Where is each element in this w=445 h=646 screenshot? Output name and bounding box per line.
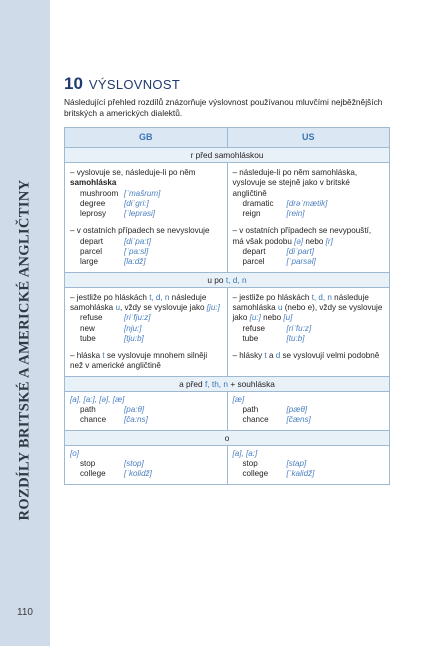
letter-highlight: t [102, 351, 105, 361]
example-word: stop [242, 458, 258, 468]
example-word: path [242, 405, 259, 415]
example-word: tube [80, 333, 96, 343]
letter-highlight: t [264, 351, 267, 361]
example-ipa: [diˈpart] [286, 247, 314, 257]
table-row [65, 163, 389, 273]
note-text: – jestliže po hláskách [70, 292, 150, 302]
note-text: následuje samohláska [232, 292, 369, 312]
example-ipa: [tju:b] [124, 333, 144, 343]
cell-gb [65, 392, 227, 430]
example-word: depart [242, 247, 266, 257]
example-word: chance [242, 415, 269, 425]
intro-paragraph: Následující přehled rozdílů znázorňuje výslovnost používanou mluvčími nejběžnějších britských a amerických dialektů. [64, 97, 383, 118]
band-highlight: t, d, n [225, 274, 247, 285]
note-text: – vyslovuje se, následuje-li po něm [70, 168, 196, 177]
example-word: parcel [80, 247, 103, 257]
cell-us [227, 392, 390, 430]
cell-us [227, 163, 390, 272]
note-text: – jestliže po hláskách [232, 292, 312, 302]
ipa-symbol: [a], [a:], [ə], [æ] [70, 394, 125, 404]
example-word: depart [80, 236, 103, 246]
letter-highlight: u [277, 302, 283, 312]
section-heading [64, 74, 180, 94]
section-band-o: o [65, 431, 389, 446]
note-text: následuje samohláska [70, 292, 207, 312]
note-text: – hlásky [232, 351, 265, 361]
note-text: – v ostatních případech se nevyslovuje [70, 226, 210, 236]
section-title: VÝSLOVNOST [88, 77, 181, 92]
band-text: a před [179, 378, 205, 389]
example-ipa: [pa:θ] [124, 405, 145, 415]
example-word: college [242, 469, 269, 479]
example-ipa: [ča:ns] [124, 415, 148, 425]
example-ipa: [diˈpa:t] [124, 236, 151, 246]
cell-gb [65, 446, 227, 484]
example-word: large [80, 257, 98, 267]
example-ipa: [ˈkolidž] [124, 469, 152, 479]
note-text: se vyslovují velmi podobně [280, 351, 380, 361]
note-text: nebo [260, 313, 284, 323]
example-word: stop [80, 458, 96, 468]
example-word: tube [242, 333, 259, 343]
example-ipa: [ˈpa:sl] [124, 247, 149, 257]
example-word: refuse [80, 313, 103, 323]
ipa-symbol: [u] [283, 313, 293, 323]
section-number: 10 [64, 74, 83, 93]
example-word: new [80, 323, 95, 333]
example-word: leprosy [80, 209, 107, 219]
example-ipa: [la:dž] [124, 257, 146, 267]
note-text: se vyslovuje mnohem silněji než v americké angličtině [70, 351, 208, 371]
section-band-r: r před samohláskou [65, 148, 389, 163]
example-ipa: [ˈleprəsi] [124, 209, 156, 219]
example-word: degree [80, 198, 106, 208]
ipa-symbol: [u:] [249, 313, 261, 323]
note-text: – hláska [70, 351, 103, 361]
example-word: dramatic [242, 198, 274, 208]
table-row [65, 392, 389, 431]
note-text: nebo [303, 236, 326, 246]
example-ipa: [čæns] [286, 415, 311, 425]
pronunciation-table [64, 127, 390, 485]
example-ipa: [nju:] [124, 323, 142, 333]
letter-highlight: t, d, n [311, 292, 332, 302]
example-ipa: [ˈmašrum] [124, 188, 161, 198]
example-ipa: [pæθ] [286, 405, 308, 415]
table-row [65, 288, 389, 377]
example-word: chance [80, 415, 107, 425]
example-ipa: [stap] [286, 458, 307, 468]
section-band-u [65, 273, 389, 288]
example-word: refuse [242, 323, 265, 333]
ipa-symbol: [r] [325, 236, 333, 246]
ipa-symbol: [o] [70, 448, 79, 458]
example-ipa: [riˈfu:z] [286, 323, 312, 333]
note-text: , vždy se vyslovuje jako [119, 302, 207, 312]
note-text: – následuje-li po něm samohláska, vyslovuje se stejně jako v britské angličtině [232, 168, 358, 198]
letter-highlight: u [115, 302, 120, 312]
header-us: US [227, 128, 390, 147]
ipa-symbol: [ə] [294, 236, 304, 246]
note-text: a [266, 351, 276, 361]
note-text: (nebo e), vždy se vyslovuje jako [232, 302, 383, 323]
table-header [65, 128, 389, 148]
ipa-symbol: [ju:] [206, 302, 220, 312]
note-text: – v ostatních případech se nevypouští, má však podobu [232, 226, 372, 246]
example-ipa: [rein] [286, 209, 305, 219]
example-ipa: [ˈparsəl] [286, 257, 316, 267]
ipa-symbol: [æ] [232, 394, 245, 404]
example-ipa: [stop] [124, 458, 144, 468]
sidebar [0, 0, 50, 646]
example-word: reign [242, 209, 261, 219]
cell-us [227, 446, 390, 484]
letter-highlight: t, d, n [149, 292, 170, 302]
example-word: college [80, 469, 106, 479]
band-text: + souhláska [228, 378, 275, 389]
example-ipa: [tu:b] [286, 333, 305, 343]
example-word: parcel [242, 257, 265, 267]
section-band-a [65, 377, 389, 392]
table-row [65, 446, 389, 484]
chapter-title: ROZDÍLY BRITSKÉ A AMERICKÉ ANGLIČTINY [16, 179, 33, 521]
cell-gb [65, 163, 227, 272]
example-word: mushroom [80, 188, 119, 198]
note-bold: samohláska [70, 178, 117, 188]
example-ipa: [ˈkalidž] [286, 469, 315, 479]
header-gb: GB [139, 132, 153, 142]
example-ipa: [drəˈmætik] [286, 198, 328, 208]
example-ipa: [diˈgri:] [124, 198, 149, 208]
band-highlight: f, th, n [204, 378, 229, 389]
cell-gb [65, 288, 227, 376]
letter-highlight: d [275, 351, 281, 361]
ipa-symbol: [a], [a:] [232, 448, 258, 458]
example-word: path [80, 405, 96, 415]
example-ipa: [riˈfju:z] [124, 313, 151, 323]
page-number: 110 [17, 607, 33, 618]
cell-us [227, 288, 390, 376]
band-text: u po [207, 274, 226, 285]
